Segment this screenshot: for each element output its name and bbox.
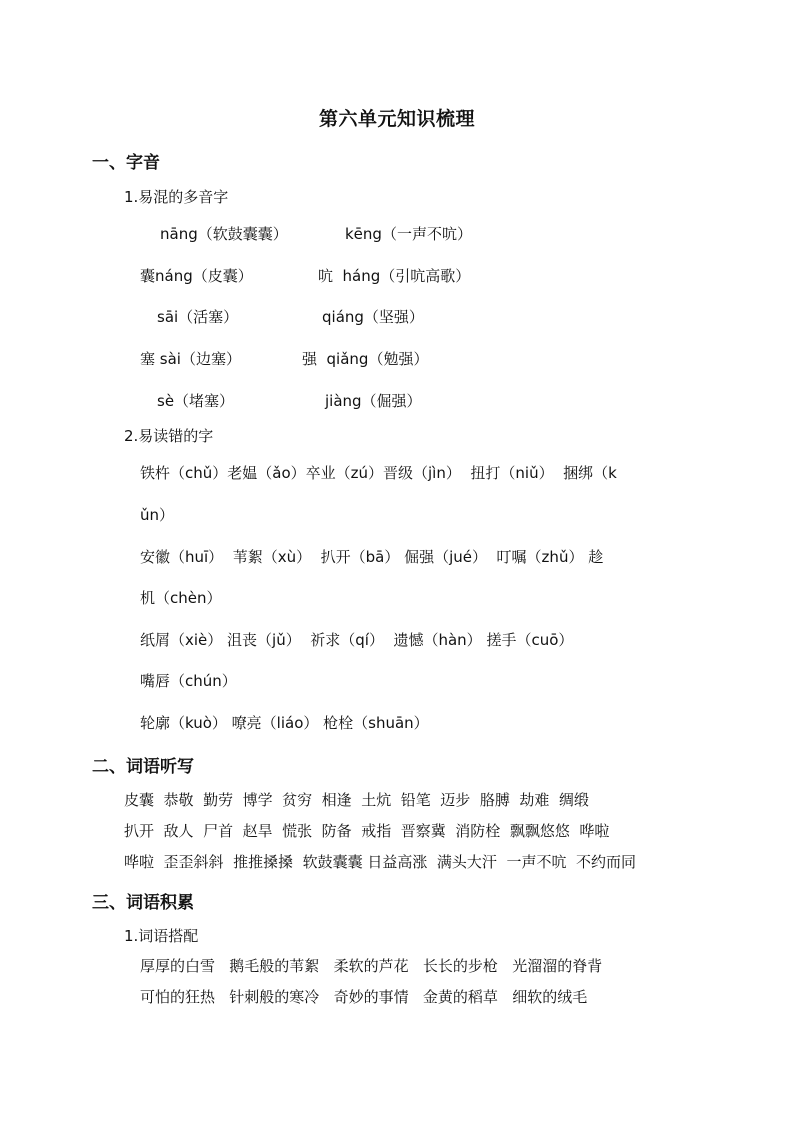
section-heading-vocabulary: 三、词语积累 <box>92 893 194 913</box>
polyphone-line: 强 qiǎng（勉强） <box>302 350 429 368</box>
misread-line: 纸屑（xiè） 沮丧（jǔ） 祈求（qí） 遗憾（hàn） 搓手（cuō） <box>140 631 574 649</box>
polyphone-line: sè（堵塞） <box>157 392 235 410</box>
polyphone-line: 吭 háng（引吭高歌） <box>318 267 471 285</box>
page-title: 第六单元知识梳理 <box>318 108 475 130</box>
polyphone-line: nāng（软鼓囊囊） <box>160 225 288 243</box>
subsection-heading-misread: 2.易读错的字 <box>124 427 214 445</box>
polyphone-line: kēng（一声不吭） <box>345 225 472 243</box>
collocation-line: 厚厚的白雪 鹅毛般的苇絮 柔软的芦花 长长的步枪 光溜溜的脊背 <box>140 957 603 975</box>
polyphone-line: jiàng（倔强） <box>325 392 422 410</box>
misread-line: 轮廓（kuò） 嘹亮（liáo） 枪栓（shuān） <box>140 714 429 732</box>
dictation-line: 扒开 敌人 尸首 赵旱 慌张 防备 戒指 晋察冀 消防栓 飘飘悠悠 哗啦 <box>124 822 610 840</box>
polyphone-line: qiáng（坚强） <box>322 308 424 326</box>
misread-line: 嘴唇（chún） <box>140 672 237 690</box>
misread-line: 铁杵（chǔ）老媪（ǎo）卒业（zú）晋级（jìn） 扭打（niǔ） 捆绑（k <box>140 464 617 482</box>
subsection-heading-polyphones: 1.易混的多音字 <box>124 188 229 206</box>
misread-line: 安徽（huī） 苇絮（xù） 扒开（bā） 倔强（jué） 叮嘱（zhǔ） 趁 <box>140 548 604 566</box>
section-heading-pronunciation: 一、字音 <box>92 153 160 173</box>
polyphone-line: 塞 sài（边塞） <box>140 350 241 368</box>
collocation-line: 可怕的狂热 针刺般的寒冷 奇妙的事情 金黄的稻草 细软的绒毛 <box>140 988 588 1006</box>
dictation-line: 哗啦 歪歪斜斜 推推搡搡 软鼓囊囊 日益高涨 满头大汗 一声不吭 不约而同 <box>124 853 636 871</box>
misread-line: 机（chèn） <box>140 589 222 607</box>
polyphone-line: sāi（活塞） <box>157 308 239 326</box>
dictation-line: 皮囊 恭敬 勤劳 博学 贫穷 相逢 土炕 铅笔 迈步 胳膊 劫难 绸缎 <box>124 791 589 809</box>
polyphone-line: 囊náng（皮囊） <box>140 267 253 285</box>
misread-line: ǔn） <box>140 506 175 524</box>
subsection-heading-collocation: 1.词语搭配 <box>124 927 199 945</box>
section-heading-dictation: 二、词语听写 <box>92 757 194 777</box>
